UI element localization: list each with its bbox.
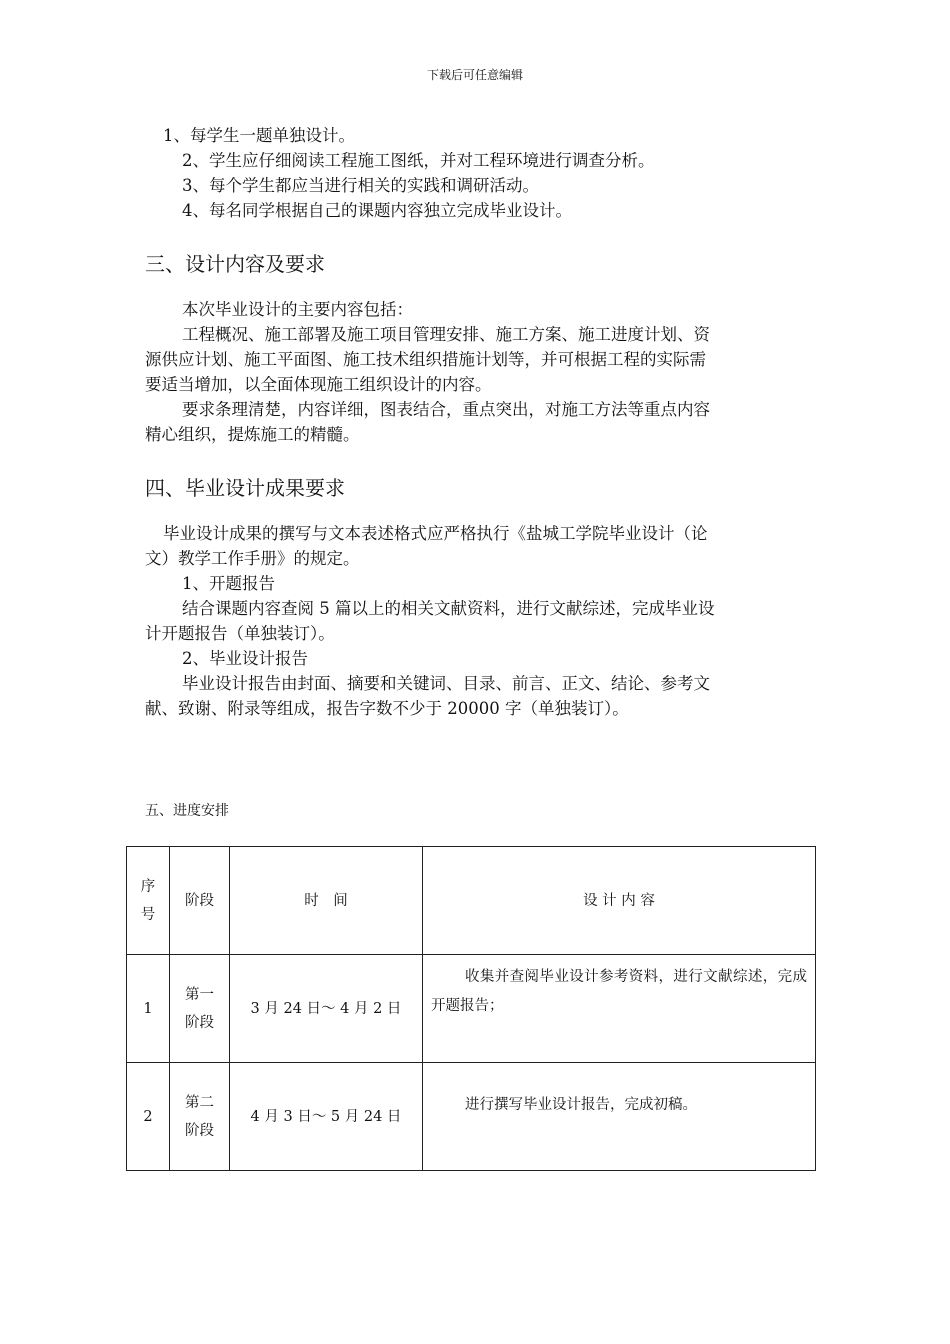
row-content: 进行撰写毕业设计报告，完成初稿。 [423,1063,816,1171]
requirement-item: 4、每名同学根据自己的课题内容独立完成毕业设计。 [182,201,572,220]
row-stage: 第一 阶段 [170,955,230,1063]
paragraph-line: 毕业设计成果的撰写与文本表述格式应严格执行《盐城工学院毕业设计（论 [163,524,708,543]
paragraph-line: 要求条理清楚，内容详细，图表结合，重点突出，对施工方法等重点内容 [182,400,710,419]
row-stage: 第二 阶段 [170,1063,230,1171]
requirement-item: 1、每学生一题单独设计。 [163,126,355,145]
paragraph-line: 毕业设计报告由封面、摘要和关键词、目录、前言、正文、结论、参考文 [182,674,710,693]
table-row [127,1063,816,1171]
page-header-note: 下载后可任意编辑 [426,68,523,82]
subheading: 1、开题报告 [182,574,275,593]
paragraph-line: 本次毕业设计的主要内容包括： [182,300,413,319]
paragraph-line: 源供应计划、施工平面图、施工技术组织措施计划等，并可根据工程的实际需 [145,350,706,369]
row-time: 3 月 24 日～ 4 月 2 日 [230,955,423,1063]
subheading: 2、毕业设计报告 [182,649,308,668]
section-heading: 三、设计内容及要求 [145,252,325,276]
paragraph-line: 献、致谢、附录等组成，报告字数不少于 20000 字（单独装订）。 [145,699,629,718]
requirement-item: 3、每个学生都应当进行相关的实践和调研活动。 [182,176,539,195]
header-stage: 阶段 [170,847,230,955]
header-content: 设 计 内 容 [423,847,816,955]
header-time: 时 间 [230,847,423,955]
row-content: 收集并查阅毕业设计参考资料，进行文献综述，完成开题报告； [423,955,816,1063]
row-no: 1 [127,955,170,1063]
requirement-item: 2、学生应仔细阅读工程施工图纸，并对工程环境进行调查分析。 [182,151,655,170]
paragraph-line: 结合课题内容查阅 5 篇以上的相关文献资料，进行文献综述，完成毕业设 [182,599,715,618]
paragraph-line: 精心组织，提炼施工的精髓。 [145,425,360,444]
row-no: 2 [127,1063,170,1171]
section-heading: 五、进度安排 [145,803,229,819]
paragraph-line: 要适当增加，以全面体现施工组织设计的内容。 [145,375,492,394]
row-time: 4 月 3 日～ 5 月 24 日 [230,1063,423,1171]
schedule-table [126,846,816,1171]
table-row [127,955,816,1063]
section-heading: 四、毕业设计成果要求 [145,476,345,500]
table-header-row [127,847,816,955]
paragraph-line: 文）教学工作手册》的规定。 [145,549,360,568]
header-no: 序 号 [127,847,170,955]
paragraph-line: 工程概况、施工部署及施工项目管理安排、施工方案、施工进度计划、资 [182,325,710,344]
paragraph-line: 计开题报告（单独装订）。 [145,624,335,643]
